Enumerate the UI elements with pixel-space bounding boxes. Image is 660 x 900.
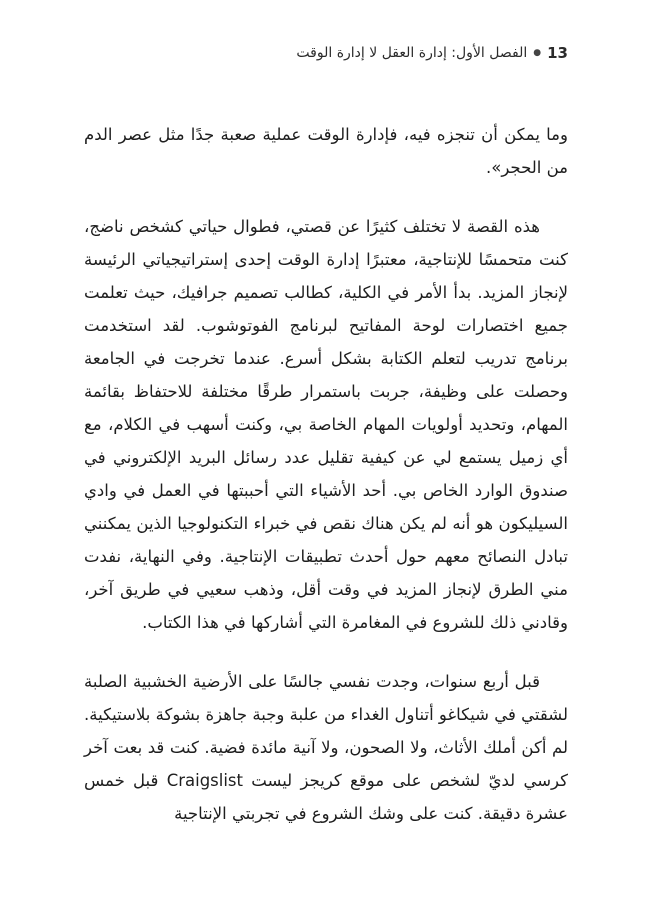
paragraph-continuation: وما يمكن أن تنجزه فيه، فإدارة الوقت عملية صعبة جدًا مثل عصر الدم من الحجر». xyxy=(84,125,568,177)
chapter-title: الفصل الأول: إدارة العقل لا إدارة الوقت xyxy=(296,45,528,61)
paragraph-four-years-ago: قبل أربع سنوات، وجدت نفسي جالسًا على الأرضية الخشبية الصلبة لشقتي في شيكاغو أتناول الغداء من علبة وجبة جاهزة بشوكة بلاستيكية. لم أكن أملك الأثاث، ولا الصحون، ولا آنية مائدة فضية. كنت قد بعت آخر كرسي لديّ لشخص على موقع كريجز ليست Craigslist قبل خمس عشرة دقيقة. كنت على وشك الشروع في تجربتي الإنتاجية xyxy=(84,672,568,823)
page-number: 13 xyxy=(547,44,568,62)
header-separator-icon: ● xyxy=(533,48,542,58)
paragraph-story: هذه القصة لا تختلف كثيرًا عن قصتي، فطوال حياتي كشخص ناضج، كنت متحمسًا للإنتاجية، معتبرًا إدارة الوقت إحدى إستراتيجياتي الرئيسة لإنجاز المزيد. بدأ الأمر في الكلية، كطالب تصميم جرافيك، حيث تعلمت جميع اختصارات لوحة المفاتيح لبرنامج الفوتوشوب. لقد استخدمت برنامج تدريب لتعلم الكتابة بشكل أسرع. عندما تخرجت في الجامعة وحصلت على وظيفة، جربت باستمرار طرقًا مختلفة للاحتفاظ بقائمة المهام، وتحديد أولويات المهام الخاصة بي، وكنت أسهب في الكلام، مع أي زميل يستمع لي عن كيفية تقليل عدد رسائل البريد الإلكتروني في صندوق الوارد الخاص بي. أحد الأشياء التي أحببتها في العمل في وادي السيليكون هو أنه لم يكن هناك نقص في خبراء التكنولوجيا الذين يمكنني تبادل النصائح معهم حول أحدث تطبيقات الإنتاجية. وفي النهاية، نفدت مني الطرق لإنجاز المزيد في وقت أقل، وذهب سعيي في طريق آخر، وقادني ذلك للشروع في المغامرة التي أشاركها في هذا الكتاب. xyxy=(84,217,568,632)
body-text xyxy=(84,118,568,830)
running-header xyxy=(200,38,568,68)
